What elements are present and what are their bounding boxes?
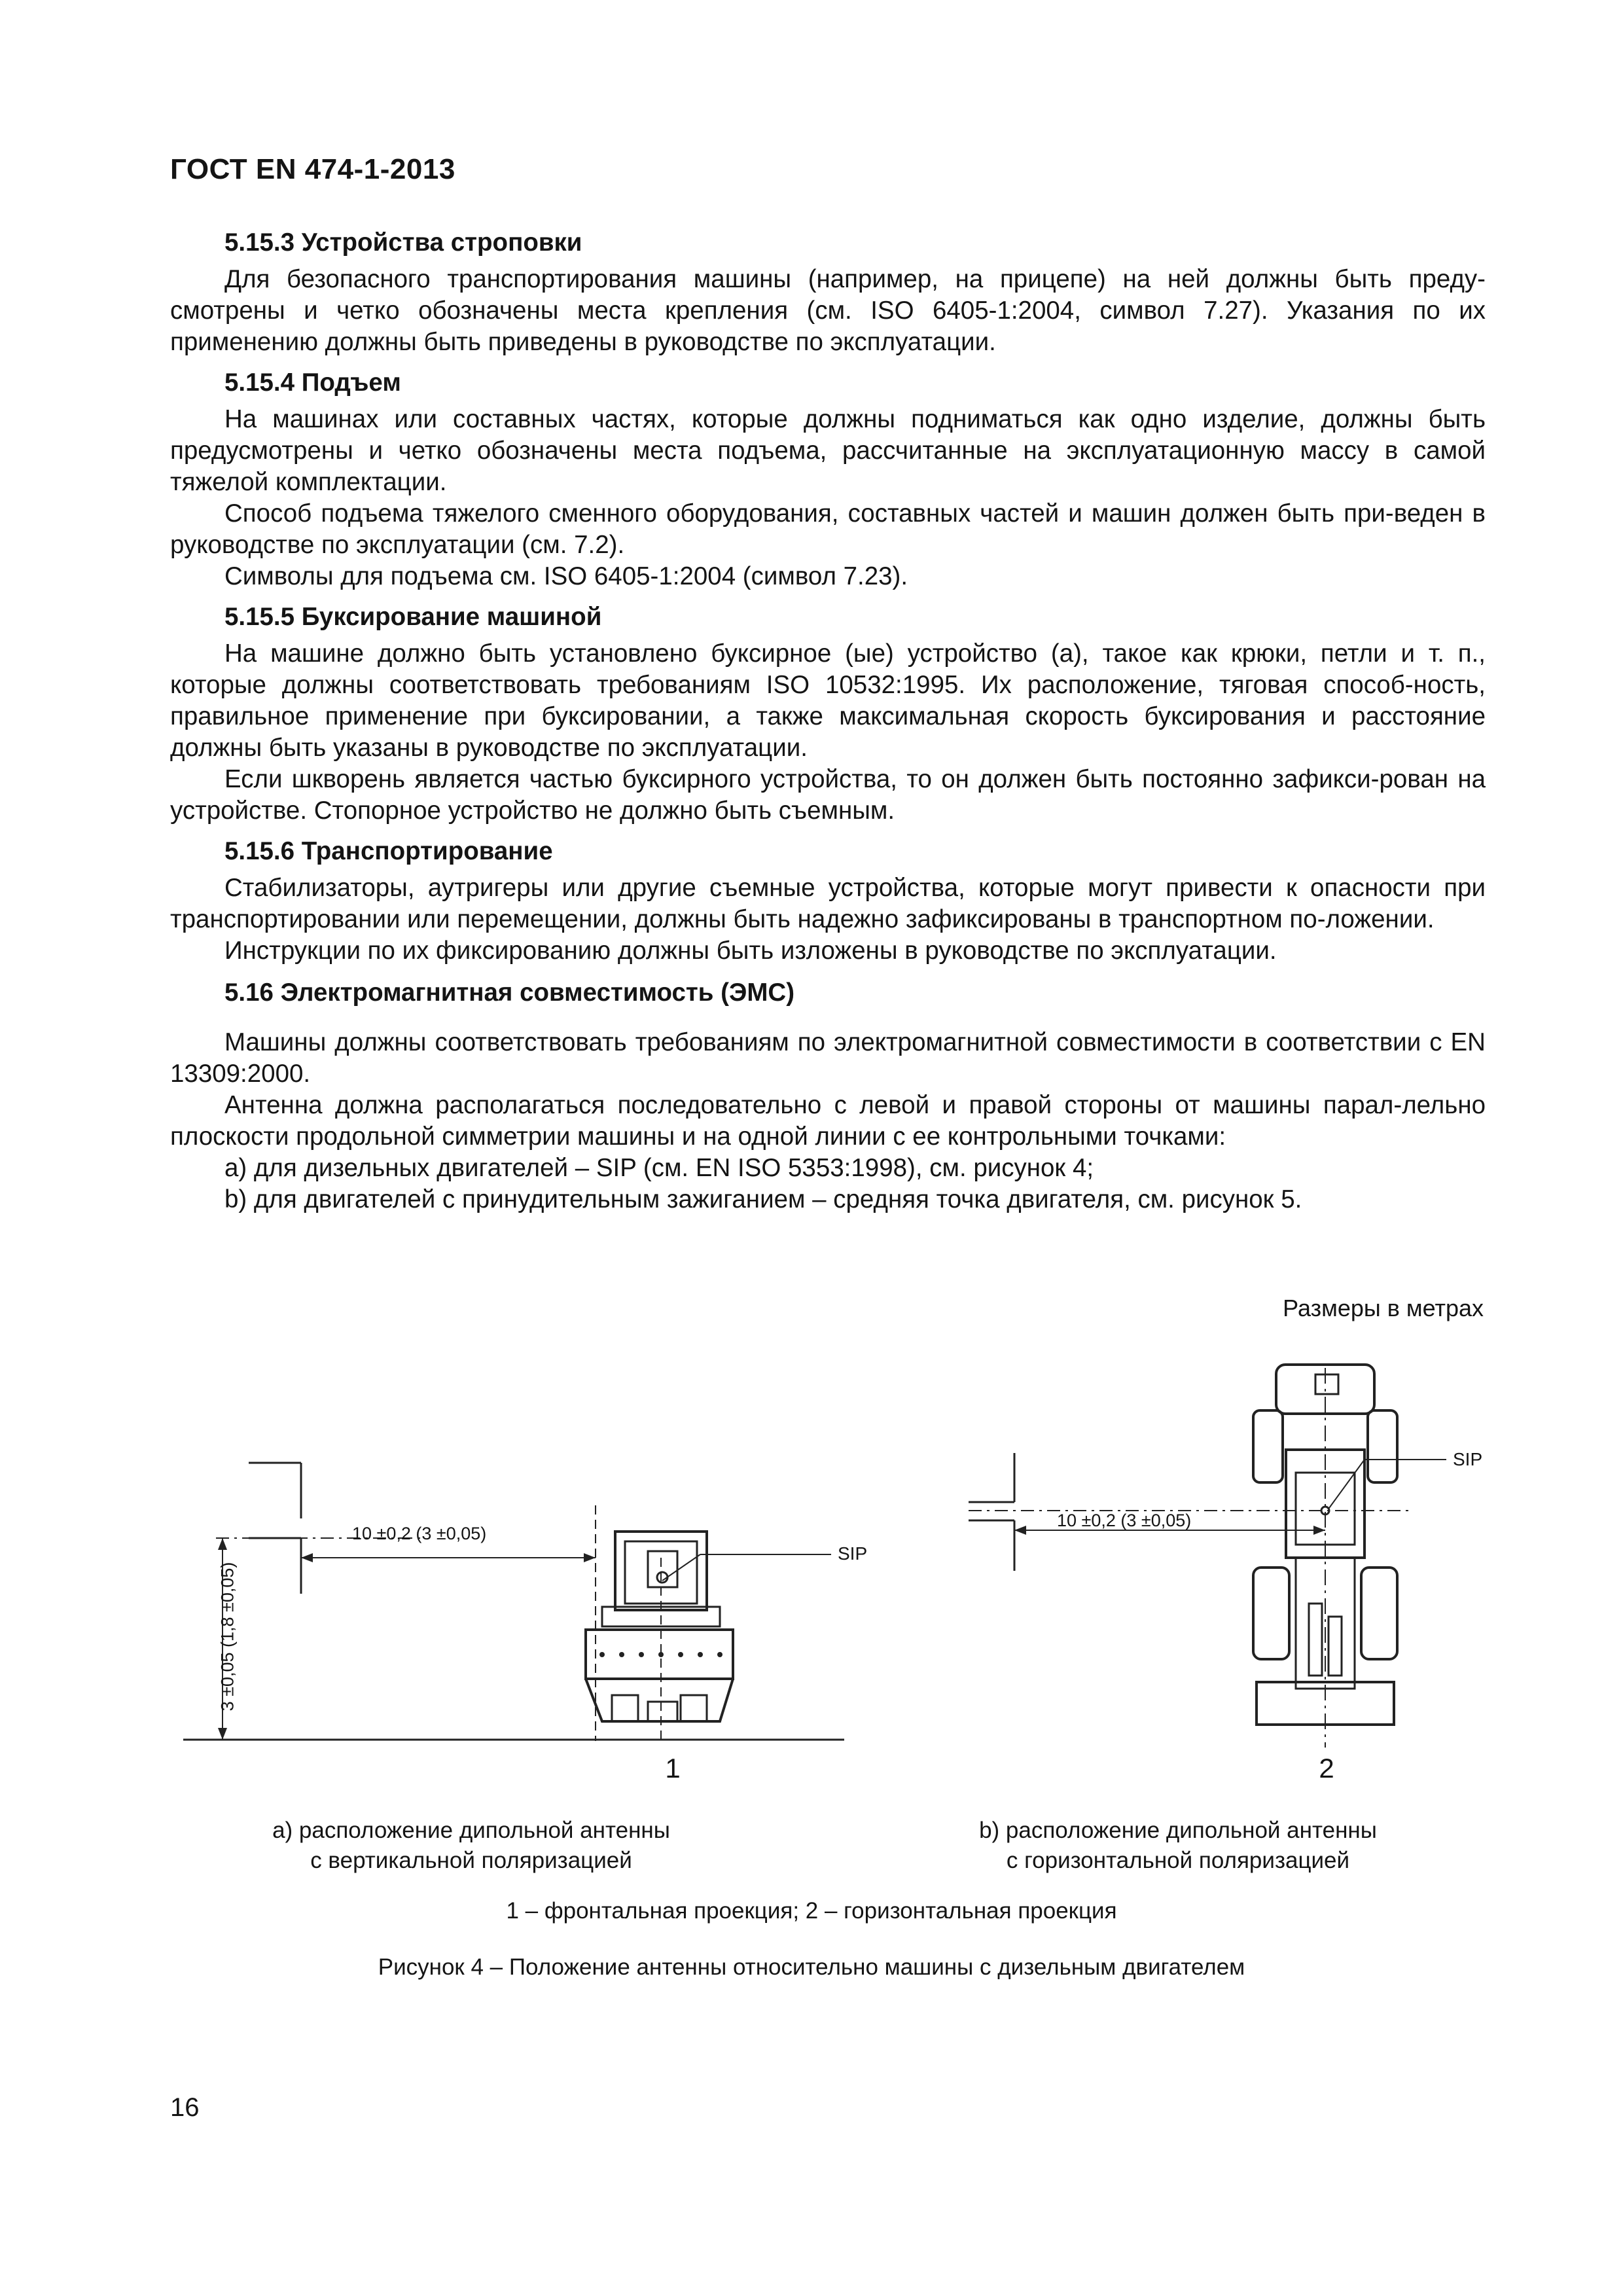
figure-frontal-projection bbox=[177, 1446, 883, 1754]
dimension-label: 3 ±0,05 (1,8 ±0,05) bbox=[217, 1562, 238, 1712]
paragraph: Инструкции по их фиксированию должны быть изложены в руководстве по эксплуатации. bbox=[224, 937, 1277, 965]
subcaption-left bbox=[196, 1816, 746, 1876]
paragraph: Стабилизаторы, аутригеры или другие съемные устройства, которые могут привести к опасности при транспортировании или перемещении, должны быть надежно зафиксированы в транспортном по-ложении. bbox=[170, 874, 1486, 933]
section-heading: 5.15.3 Устройства строповки bbox=[224, 228, 582, 257]
figure-legend: 1 – фронтальная проекция; 2 – горизонтальная проекция bbox=[506, 1898, 1117, 1924]
units-note: Размеры в метрах bbox=[1283, 1295, 1484, 1321]
list-item: b) для двигателей с принудительным зажиганием – средняя точка двигателя, см. рисунок 5. bbox=[224, 1185, 1302, 1213]
paragraph: Если шкворень является частью буксирного устройства, то он должен быть постоянно зафикси-рован на устройстве. Стопорное устройство не должно быть съемным. bbox=[170, 765, 1486, 825]
subcaption-line: с горизонтальной поляризацией bbox=[1006, 1848, 1350, 1873]
document-body bbox=[170, 226, 1486, 1215]
figure-number: 2 bbox=[1319, 1753, 1334, 1784]
dimension-label: 10 ±0,2 (3 ±0,05) bbox=[1057, 1511, 1192, 1530]
figure-caption: Рисунок 4 – Положение антенны относительно машины с дизельным двигателем bbox=[378, 1954, 1245, 1980]
document-header: ГОСТ EN 474-1-2013 bbox=[170, 153, 455, 185]
section-heading: 5.15.4 Подъем bbox=[224, 368, 401, 397]
page-number: 16 bbox=[170, 2093, 200, 2122]
paragraph: На машине должно быть установлено буксирное (ые) устройство (а), такое как крюки, петли и т. п., которые должны соответствовать требованиям ISO 10532:1995. Их расположение, тяговая способ-ность, правильное применение при буксировании, а также максимальная скорость буксирования и расстояние должны быть указаны в руководстве по эксплуатации. bbox=[170, 639, 1486, 762]
section-heading: 5.15.6 Транспортирование bbox=[224, 837, 553, 865]
paragraph: Способ подъема тяжелого сменного оборудования, составных частей и машин должен быть при-веден в руководстве по эксплуатации (см. 7.2). bbox=[170, 499, 1486, 559]
sip-label: SIP bbox=[838, 1543, 868, 1564]
paragraph: На машинах или составных частях, которые должны подниматься как одно изделие, должны быть предусмотрены и четко обозначены места подъема, рассчитанные на эксплуатационную массу в самой тяжелой комплектации. bbox=[170, 405, 1486, 496]
paragraph: Антенна должна располагаться последовательно с левой и правой стороны от машины парал-лельно плоскости продольной симметрии машины и на одной линии с ее контрольными точками: bbox=[170, 1091, 1486, 1151]
paragraph: Символы для подъема см. ISO 6405-1:2004 (символ 7.23). bbox=[224, 562, 908, 590]
subcaption-line: с вертикальной поляризацией bbox=[310, 1848, 632, 1873]
paragraph: Машины должны соответствовать требованиям по электромагнитной совместимости в соответствии с EN 13309:2000. bbox=[170, 1028, 1486, 1088]
section-heading: 5.16 Электромагнитная совместимость (ЭМС) bbox=[224, 978, 795, 1007]
figure-horizontal-projection bbox=[962, 1355, 1505, 1754]
paragraph: Для безопасного транспортирования машины (например, на прицепе) на ней должны быть преду-смотрены и четко обозначены места крепления (см. ISO 6405-1:2004, символ 7.27). Указания по их применению должны быть приведены в руководстве по эксплуатации. bbox=[170, 265, 1486, 356]
subcaption-line: a) расположение дипольной антенны bbox=[272, 1818, 670, 1843]
subcaption-right bbox=[903, 1816, 1453, 1876]
list-item: a) для дизельных двигателей – SIP (см. EN ISO 5353:1998), см. рисунок 4; bbox=[224, 1154, 1094, 1182]
figure-number: 1 bbox=[665, 1753, 681, 1784]
subcaption-line: b) расположение дипольной антенны bbox=[979, 1818, 1377, 1843]
dimension-label: 10 ±0,2 (3 ±0,05) bbox=[352, 1524, 487, 1543]
sip-label: SIP bbox=[1453, 1449, 1483, 1469]
section-heading: 5.15.5 Буксирование машиной bbox=[224, 603, 602, 631]
